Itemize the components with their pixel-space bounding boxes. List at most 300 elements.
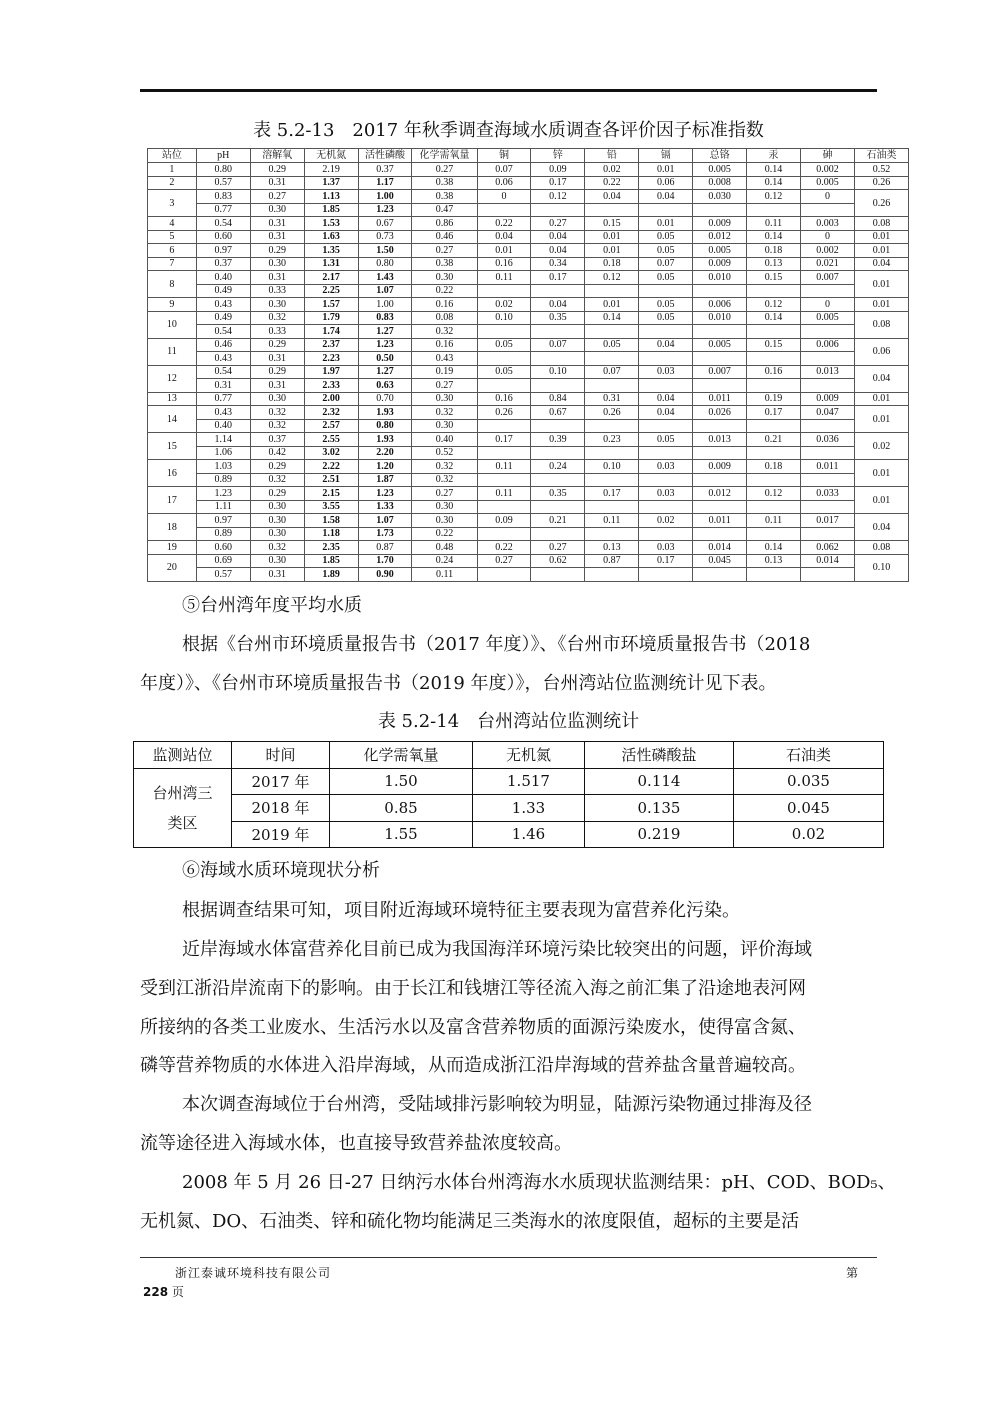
table13-cell: 0.22 <box>585 176 639 190</box>
table13-cell <box>747 446 801 460</box>
table13-cell: 0.04 <box>531 230 585 244</box>
table13-cell: 1.18 <box>304 527 358 541</box>
table13-cell <box>585 473 639 487</box>
table13-cell: 0.16 <box>412 338 477 352</box>
table13-cell: 0.01 <box>639 163 693 177</box>
table13-cell: 0.030 <box>693 190 747 204</box>
table13-cell: 0.006 <box>693 298 747 312</box>
table13-cell: 0.04 <box>531 244 585 258</box>
table13-cell: 0.40 <box>412 433 477 447</box>
table13-cell: 0.14 <box>747 541 801 555</box>
table13-cell: 0.32 <box>250 541 304 555</box>
table13-cell <box>747 568 801 582</box>
table13-cell <box>693 473 747 487</box>
table13-cell: 1.00 <box>358 190 412 204</box>
table13-cell: 0.18 <box>585 257 639 271</box>
table13-cell: 0.30 <box>412 271 477 285</box>
table13-cell: 0.37 <box>358 163 412 177</box>
oil-cell: 0.01 <box>854 392 908 406</box>
station-id-cell: 18 <box>148 514 197 541</box>
table13-cell: 0.40 <box>196 271 250 285</box>
table13-cell: 0.30 <box>412 419 477 433</box>
table13-cell: 1.23 <box>358 338 412 352</box>
table13-cell: 1.70 <box>358 554 412 568</box>
table13-cell: 0.033 <box>801 487 855 501</box>
table13-cell: 0.27 <box>412 244 477 258</box>
table13-cell: 0.63 <box>358 379 412 393</box>
table13-cell: 0.05 <box>639 230 693 244</box>
table13-cell <box>693 203 747 217</box>
table14-cell: 1.55 <box>330 821 473 848</box>
table14-cell: 1.33 <box>473 795 585 822</box>
table13-cell: 1.50 <box>358 244 412 258</box>
table13-cell <box>801 473 855 487</box>
table13-cell: 0.007 <box>801 271 855 285</box>
table13-row <box>148 500 909 514</box>
table13-cell: 0.77 <box>196 203 250 217</box>
table13-header-cell: 石油类 <box>854 149 908 163</box>
table13-cell: 0.32 <box>412 460 477 474</box>
table13-cell <box>801 284 855 298</box>
table13-cell: 0.047 <box>801 406 855 420</box>
table13-header-cell: 镉 <box>639 149 693 163</box>
oil-cell: 0.01 <box>854 406 908 433</box>
table13-cell: 0.04 <box>639 392 693 406</box>
table13-cell: 0.003 <box>801 217 855 231</box>
table13-cell: 0.21 <box>747 433 801 447</box>
table13-cell: 0.12 <box>747 190 801 204</box>
table13-cell <box>693 352 747 366</box>
table13-cell: 0.10 <box>477 311 531 325</box>
oil-cell: 0.08 <box>854 311 908 338</box>
table13-cell <box>585 446 639 460</box>
oil-cell: 0.01 <box>854 271 908 298</box>
table13-header-cell: 铜 <box>477 149 531 163</box>
table13-cell <box>531 446 585 460</box>
table13-cell <box>639 419 693 433</box>
table13-row <box>148 365 909 379</box>
table13-cell: 0.30 <box>412 392 477 406</box>
table14-header-cell: 石油类 <box>734 742 884 769</box>
table13-cell: 0.11 <box>747 514 801 528</box>
table13-cell <box>585 203 639 217</box>
table14-caption: 表 5.2-14 台州湾站位监测统计 <box>377 711 640 732</box>
table13-cell: 0.70 <box>358 392 412 406</box>
table13-cell: 0.29 <box>250 163 304 177</box>
table13-cell: 0.29 <box>250 460 304 474</box>
table13-cell <box>801 379 855 393</box>
table13-cell: 0.32 <box>412 325 477 339</box>
table13-cell <box>531 352 585 366</box>
table13-cell: 0.57 <box>196 176 250 190</box>
table13-cell: 1.97 <box>304 365 358 379</box>
table13-cell: 0.29 <box>250 244 304 258</box>
table13-cell: 0.12 <box>585 271 639 285</box>
table13-cell: 0.48 <box>412 541 477 555</box>
header-rule <box>140 89 877 92</box>
table14-header-cell: 监测站位 <box>134 742 232 769</box>
table13-cell <box>747 379 801 393</box>
oil-cell: 0.52 <box>854 163 908 177</box>
table13-header-cell: 砷 <box>801 149 855 163</box>
table13-row <box>148 176 909 190</box>
table13-cell <box>747 500 801 514</box>
table13-cell: 0.05 <box>477 365 531 379</box>
station-id-cell: 17 <box>148 487 197 514</box>
table13-cell: 0.89 <box>196 473 250 487</box>
table13-cell: 0.22 <box>477 217 531 231</box>
table13-cell: 0.30 <box>250 203 304 217</box>
table13-cell: 0.04 <box>585 190 639 204</box>
table14-cell: 2017 年 <box>232 768 330 795</box>
table13-cell: 1.03 <box>196 460 250 474</box>
table13-cell <box>585 352 639 366</box>
oil-cell: 0.08 <box>854 541 908 555</box>
table13-cell <box>477 284 531 298</box>
table13-cell <box>585 419 639 433</box>
table13-cell: 0.26 <box>585 406 639 420</box>
table13-row <box>148 406 909 420</box>
table13-row <box>148 338 909 352</box>
table13-cell: 0.04 <box>639 338 693 352</box>
station-id-cell: 1 <box>148 163 197 177</box>
table13-cell: 1.27 <box>358 325 412 339</box>
table13-cell: 0.15 <box>747 271 801 285</box>
table13-cell: 0.11 <box>477 271 531 285</box>
table13-cell <box>693 284 747 298</box>
table13-cell: 0.05 <box>585 338 639 352</box>
table13-cell: 1.79 <box>304 311 358 325</box>
table13-cell: 0.16 <box>747 365 801 379</box>
table13-row <box>148 514 909 528</box>
table13-cell: 0.47 <box>412 203 477 217</box>
paragraph-1-line-1: 根据《台州市环境质量报告书（2017 年度）》、《台州市环境质量报告书（2018 <box>182 634 811 655</box>
table13-cell: 0.19 <box>412 365 477 379</box>
table13-cell: 0.12 <box>747 487 801 501</box>
table14-header-cell: 活性磷酸盐 <box>585 742 734 769</box>
table13-cell: 3.02 <box>304 446 358 460</box>
table13-row <box>148 473 909 487</box>
table13-cell: 2.00 <box>304 392 358 406</box>
table13-cell: 0.43 <box>412 352 477 366</box>
table13-cell: 1.27 <box>358 365 412 379</box>
table13-cell: 0.27 <box>412 379 477 393</box>
table13-row <box>148 527 909 541</box>
table13-cell: 1.14 <box>196 433 250 447</box>
table13-cell: 0.009 <box>693 217 747 231</box>
table13-cell: 0.97 <box>196 244 250 258</box>
table13-cell: 0.02 <box>585 163 639 177</box>
table13-cell: 0.31 <box>196 379 250 393</box>
table13-cell: 0.80 <box>358 257 412 271</box>
section-heading-5: ⑤台州湾年度平均水质 <box>182 595 362 616</box>
table13-cell <box>477 473 531 487</box>
table13-cell <box>531 284 585 298</box>
table13-row <box>148 257 909 271</box>
table13-cell: 0.05 <box>639 244 693 258</box>
table13-cell: 2.19 <box>304 163 358 177</box>
table13-cell: 0.09 <box>531 163 585 177</box>
table13-header-cell: 化学需氧量 <box>412 149 477 163</box>
oil-cell: 0.06 <box>854 338 908 365</box>
table13-row <box>148 217 909 231</box>
station-id-cell: 12 <box>148 365 197 392</box>
table13-cell: 1.37 <box>304 176 358 190</box>
table13-cell: 1.31 <box>304 257 358 271</box>
table13-cell <box>801 527 855 541</box>
table13-cell: 0.24 <box>412 554 477 568</box>
footer-page-prefix: 第 <box>846 1266 860 1280</box>
table13-cell: 0.011 <box>693 514 747 528</box>
table13-row <box>148 190 909 204</box>
table13-cell: 2.25 <box>304 284 358 298</box>
table13-header-cell: 活性磷酸 <box>358 149 412 163</box>
table13-row <box>148 311 909 325</box>
table13-cell: 0.005 <box>801 176 855 190</box>
table13-cell <box>477 379 531 393</box>
table13-cell: 1.20 <box>358 460 412 474</box>
table13-cell: 0.29 <box>250 487 304 501</box>
table13-header-cell: 汞 <box>747 149 801 163</box>
table13-cell <box>693 446 747 460</box>
table13-cell: 0.30 <box>250 392 304 406</box>
table13-cell: 0.57 <box>196 568 250 582</box>
table13-cell: 0.16 <box>477 392 531 406</box>
page-suffix: 页 <box>171 1285 184 1299</box>
station-id-cell: 2 <box>148 176 197 190</box>
table13-cell: 0.15 <box>585 217 639 231</box>
section-heading-6: ⑥海域水质环境现状分析 <box>182 860 380 881</box>
oil-cell: 0.01 <box>854 460 908 487</box>
table13-cell: 2.51 <box>304 473 358 487</box>
paragraph-3-line-1: 近岸海域水体富营养化目前已成为我国海洋环境污染比较突出的问题，评价海域 <box>182 939 812 960</box>
table13-cell: 0.30 <box>250 500 304 514</box>
table13-cell: 0.31 <box>585 392 639 406</box>
table13-cell: 0.27 <box>477 554 531 568</box>
oil-cell: 0.01 <box>854 230 908 244</box>
table13-row <box>148 379 909 393</box>
table13-cell: 1.57 <box>304 298 358 312</box>
table13-cell: 0.73 <box>358 230 412 244</box>
table13-cell <box>477 500 531 514</box>
table13-cell <box>801 325 855 339</box>
station-id-cell: 5 <box>148 230 197 244</box>
table13-row <box>148 203 909 217</box>
table13-cell: 0.31 <box>250 271 304 285</box>
table13-cell <box>585 500 639 514</box>
table13-cell: 2.22 <box>304 460 358 474</box>
oil-cell: 0.01 <box>854 487 908 514</box>
table13-row <box>148 298 909 312</box>
table13-cell: 0.21 <box>531 514 585 528</box>
table13-cell: 1.93 <box>358 406 412 420</box>
station-id-cell: 14 <box>148 406 197 433</box>
oil-cell: 0.01 <box>854 244 908 258</box>
oil-cell: 0.04 <box>854 514 908 541</box>
table14-cell: 0.035 <box>734 768 884 795</box>
table14-cell: 0.219 <box>585 821 734 848</box>
paragraph-1-line-2: 年度）》、《台州市环境质量报告书（2019 年度）》，台州湾站位监测统计见下表。 <box>140 673 777 694</box>
table13-cell: 2.35 <box>304 541 358 555</box>
table13-cell: 0.05 <box>639 271 693 285</box>
table14-row <box>134 821 884 848</box>
table13-cell: 0.32 <box>250 311 304 325</box>
table13-cell <box>639 446 693 460</box>
table14-cell: 0.135 <box>585 795 734 822</box>
oil-cell: 0.08 <box>854 217 908 231</box>
table13-header-cell: 站位 <box>148 149 197 163</box>
table13-row <box>148 230 909 244</box>
station-id-cell: 11 <box>148 338 197 365</box>
table14-header-cell: 无机氮 <box>473 742 585 769</box>
paragraph-2: 根据调查结果可知，项目附近海域环境特征主要表现为富营养化污染。 <box>182 900 740 921</box>
table13-cell: 0.87 <box>358 541 412 555</box>
table13-cell: 0.27 <box>412 163 477 177</box>
table13-cell: 0.43 <box>196 406 250 420</box>
table13-cell: 0.010 <box>693 271 747 285</box>
table13-cell: 0.30 <box>250 527 304 541</box>
table13-cell: 0 <box>801 298 855 312</box>
table13-cell: 0.01 <box>639 217 693 231</box>
table13-cell: 0.89 <box>196 527 250 541</box>
table13-cell <box>477 446 531 460</box>
table13-cell: 0.33 <box>250 325 304 339</box>
table13-header-row <box>148 149 909 163</box>
table13-cell: 0.22 <box>412 527 477 541</box>
table13-cell: 0.43 <box>196 298 250 312</box>
table13-cell: 0.30 <box>250 298 304 312</box>
table13-cell <box>585 284 639 298</box>
table13-row <box>148 446 909 460</box>
table14-cell: 2019 年 <box>232 821 330 848</box>
table13-cell: 3.55 <box>304 500 358 514</box>
table13-cell <box>693 419 747 433</box>
table13-cell: 0.14 <box>747 176 801 190</box>
table13-cell: 1.13 <box>304 190 358 204</box>
table13-cell: 0.01 <box>477 244 531 258</box>
station-id-cell: 4 <box>148 217 197 231</box>
table13-cell: 0.002 <box>801 244 855 258</box>
table13-cell <box>801 500 855 514</box>
table13-cell: 0.04 <box>531 298 585 312</box>
table13-cell: 0.86 <box>412 217 477 231</box>
table13-cell: 0.31 <box>250 230 304 244</box>
table13-cell: 0.29 <box>250 365 304 379</box>
table13-row <box>148 284 909 298</box>
table13-cell <box>477 203 531 217</box>
station-id-cell: 8 <box>148 271 197 298</box>
table13-cell: 0.67 <box>358 217 412 231</box>
table13-cell: 0.17 <box>639 554 693 568</box>
table13-cell: 0.18 <box>747 244 801 258</box>
table13-cell: 2.33 <box>304 379 358 393</box>
table14-row <box>134 795 884 822</box>
table13-cell: 0.06 <box>639 176 693 190</box>
table13-row <box>148 163 909 177</box>
table13-cell: 0.05 <box>639 311 693 325</box>
table13-cell: 0.014 <box>693 541 747 555</box>
table13-cell: 0.39 <box>531 433 585 447</box>
table13-cell <box>639 379 693 393</box>
table13-cell: 0.69 <box>196 554 250 568</box>
table13-row <box>148 419 909 433</box>
oil-cell: 0.01 <box>854 298 908 312</box>
table13-cell: 0.27 <box>412 487 477 501</box>
table13-cell: 0.49 <box>196 311 250 325</box>
table13-cell <box>747 284 801 298</box>
table13-cell: 0.07 <box>477 163 531 177</box>
table13-cell: 1.85 <box>304 554 358 568</box>
table13-cell: 0.01 <box>585 298 639 312</box>
table13-cell: 0.04 <box>477 230 531 244</box>
station-id-cell: 19 <box>148 541 197 555</box>
table13-cell: 0.27 <box>250 190 304 204</box>
table13-cell: 0.90 <box>358 568 412 582</box>
oil-cell: 0.04 <box>854 365 908 392</box>
table13-cell: 0.08 <box>412 311 477 325</box>
table13-cell: 0.42 <box>250 446 304 460</box>
table14-cell: 1.46 <box>473 821 585 848</box>
table13-cell: 2.32 <box>304 406 358 420</box>
table13-cell: 0.03 <box>639 460 693 474</box>
table13-cell <box>747 473 801 487</box>
table13-cell: 1.23 <box>358 487 412 501</box>
table13-header-cell: 锌 <box>531 149 585 163</box>
table13-cell: 0.005 <box>801 311 855 325</box>
table13-cell: 0.80 <box>196 163 250 177</box>
table13-cell: 0.013 <box>801 365 855 379</box>
table13-cell: 0.46 <box>196 338 250 352</box>
table13-cell: 0.17 <box>477 433 531 447</box>
table13-cell: 0.12 <box>747 298 801 312</box>
table13-cell: 0.30 <box>250 554 304 568</box>
oil-cell: 0.02 <box>854 433 908 460</box>
table13-cell: 0.31 <box>250 176 304 190</box>
station-id-cell: 9 <box>148 298 197 312</box>
station-id-cell: 15 <box>148 433 197 460</box>
table13-cell: 0.29 <box>250 338 304 352</box>
table13-cell: 0.35 <box>531 311 585 325</box>
table13-cell: 1.85 <box>304 203 358 217</box>
table13-cell: 1.87 <box>358 473 412 487</box>
table13-cell <box>801 419 855 433</box>
table13-cell: 0.62 <box>531 554 585 568</box>
table13-cell <box>531 527 585 541</box>
table13-cell: 0.05 <box>639 433 693 447</box>
table13-cell: 0.27 <box>531 541 585 555</box>
table13-cell: 0.03 <box>639 365 693 379</box>
table13-cell <box>747 203 801 217</box>
table13-cell <box>639 325 693 339</box>
table13-cell <box>747 352 801 366</box>
table14 <box>133 741 884 848</box>
table13-cell: 0.54 <box>196 217 250 231</box>
table13-header-cell: 总铬 <box>693 149 747 163</box>
table13-cell: 0.007 <box>693 365 747 379</box>
table13-cell: 0.32 <box>250 406 304 420</box>
table13-cell <box>477 527 531 541</box>
table13-cell: 0.32 <box>250 419 304 433</box>
table13-cell: 0.22 <box>477 541 531 555</box>
table13-cell: 0.40 <box>196 419 250 433</box>
table13-cell <box>531 325 585 339</box>
table13-cell: 1.17 <box>358 176 412 190</box>
table13 <box>147 148 909 582</box>
table13-cell: 0.07 <box>639 257 693 271</box>
table14-cell: 1.517 <box>473 768 585 795</box>
table13-caption: 表 5.2-13 2017 年秋季调查海域水质调查各评价因子标准指数 <box>253 120 764 141</box>
table13-cell: 0.22 <box>412 284 477 298</box>
